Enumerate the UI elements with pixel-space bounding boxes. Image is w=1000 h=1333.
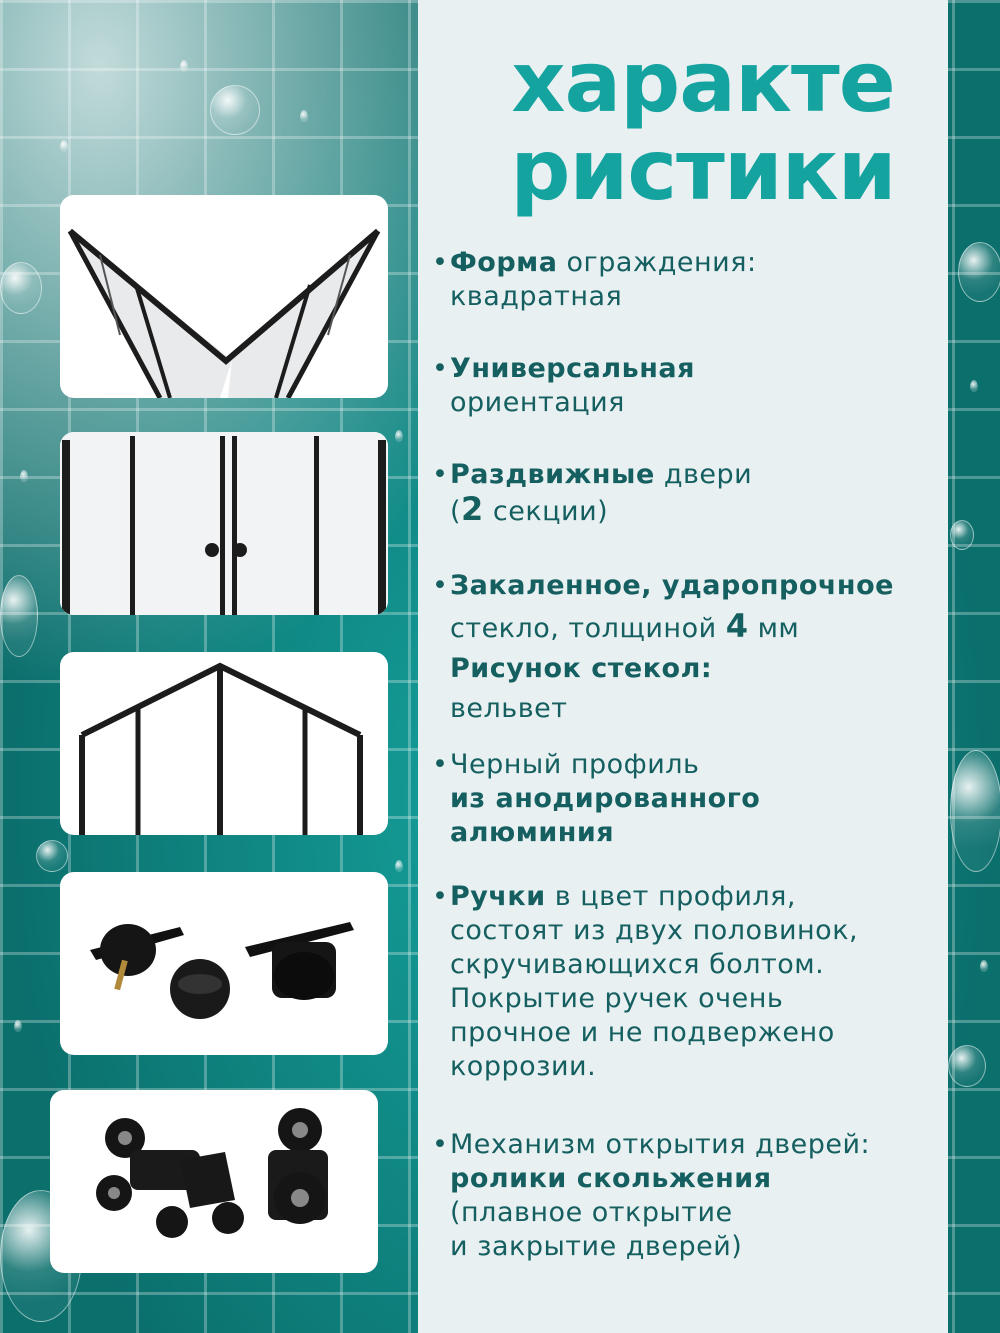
water-drop-icon [60,140,68,152]
water-drop-icon [395,860,403,872]
title-line-1: характе [511,33,895,131]
door-handles-drawing [60,872,388,1055]
water-drop-icon [300,110,308,122]
door-handles-image [60,872,388,1055]
rollers-image [50,1090,378,1273]
bubble-icon [0,262,42,314]
title-line-2: ристики [510,121,896,219]
rollers-drawing [50,1090,378,1273]
water-drop-icon [395,430,403,442]
bubble-icon [0,575,38,657]
feature-mechanism: • Механизм открытия дверей: ролики скольжения (плавное открытие и закрытие дверей) [432,1129,871,1262]
cabin-frame-image [60,652,388,835]
bubble-icon [36,840,68,872]
sliding-doors-image [60,432,388,615]
corner-cabin-drawing [60,195,388,398]
water-drop-icon [980,960,988,972]
feature-orientation: • Универсальная ориентация [432,353,695,418]
bubble-icon [210,85,260,135]
water-drop-icon [20,470,28,482]
cabin-frame-drawing [60,652,388,835]
water-drop-icon [14,1020,22,1032]
feature-sliding-doors: • Раздвижные двери (2 секции) [432,459,753,528]
feature-glass: • Закаленное, ударопрочное стекло, толщиной 4 мм Рисунок стекол: вельвет [432,570,894,724]
corner-cabin-image [60,195,388,398]
feature-shape: • Форма ограждения: квадратная [432,247,757,312]
feature-handles: • Ручки в цвет профиля, состоят из двух половинок, скручивающихся болтом. Покрытие ручек очень прочное и не подвержено коррозии. [432,881,859,1082]
sliding-doors-drawing [60,432,388,615]
feature-profile: • Черный профиль из анодированного алюминия [432,749,761,848]
water-drop-icon [180,60,188,72]
